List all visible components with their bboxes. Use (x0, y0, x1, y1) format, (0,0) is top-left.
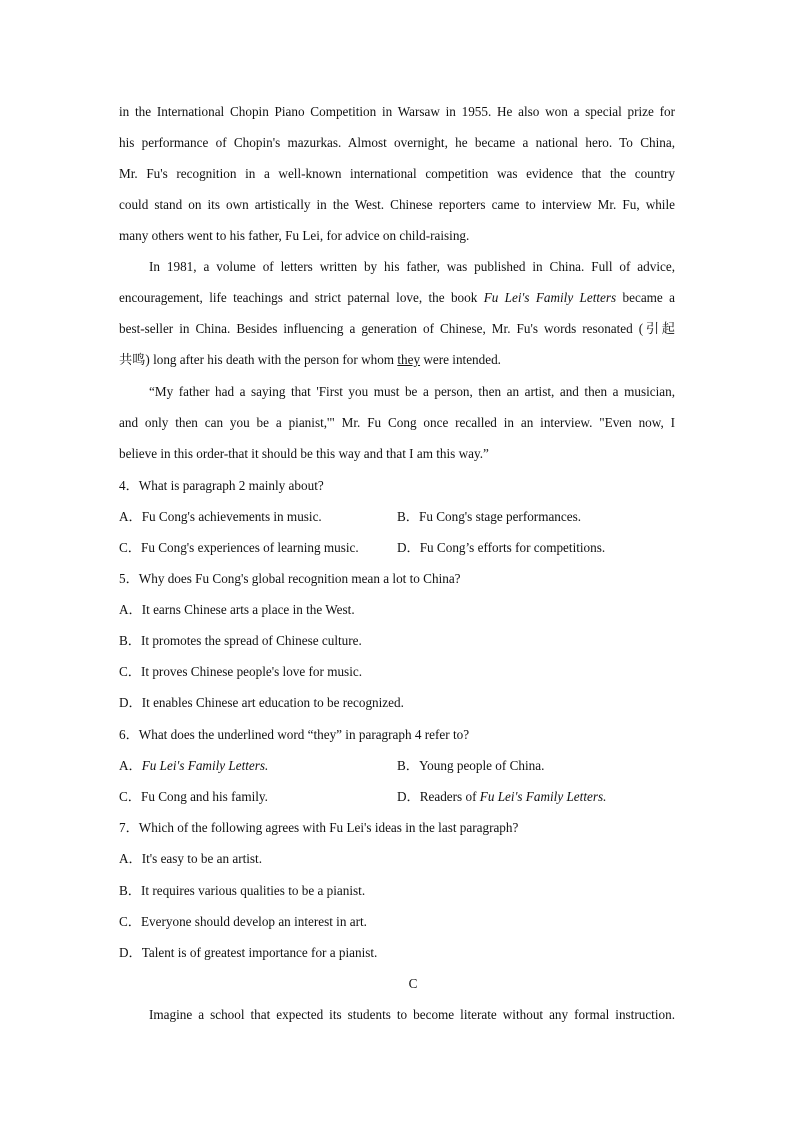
passage-line: many others went to his father, Fu Lei, for advice on child-raising. (119, 228, 470, 243)
passage-text: 共鸣) long after his death with the person for whom (119, 352, 398, 367)
book-title-italic: Fu Lei's Family Letters. (479, 789, 607, 804)
question-stem: 5．Why does Fu Cong's global recognition mean a lot to China? (119, 571, 461, 586)
option-c: C．Fu Cong's experiences of learning music. (119, 540, 359, 555)
option-d: D．Fu Cong’s efforts for competitions. (397, 540, 606, 555)
passage-line: believe in this order-that it should be this way and that I am this way.” (119, 446, 489, 461)
passage-line: Mr. Fu's recognition in a well-known international competition was evidence that the country (119, 166, 675, 181)
book-title-italic: Fu Lei's Family Letters (483, 290, 617, 305)
option-c: C．Fu Cong and his family. (119, 789, 268, 804)
passage-text: became a (616, 290, 675, 305)
underlined-word-they: they (397, 352, 421, 367)
option-c: C．Everyone should develop an interest in art. (119, 914, 367, 929)
option-b: B．It promotes the spread of Chinese culture. (119, 633, 362, 648)
option-label: D．Readers of (397, 789, 480, 804)
passage-text: encouragement, life teachings and strict paternal love, the book (119, 290, 484, 305)
passage-line: could stand on its own artistically in the West. Chinese reporters came to interview Mr. Fu, while (119, 197, 675, 212)
passage-line: his performance of Chopin's mazurkas. Almost overnight, he became a national hero. To China, (119, 135, 675, 150)
option-label: A． (119, 758, 142, 773)
option-d: D．Talent is of greatest importance for a pianist. (119, 945, 378, 960)
passage-line: In 1981, a volume of letters written by his father, was published in China. Full of advice, (149, 259, 675, 274)
question-stem: 7．Which of the following agrees with Fu Lei's ideas in the last paragraph? (119, 820, 519, 835)
option-a: A．Fu Cong's achievements in music. (119, 509, 322, 524)
option-c: C．It proves Chinese people's love for music. (119, 664, 363, 679)
passage-line: best-seller in China. Besides influencing a generation of Chinese, Mr. Fu's words resonated (引起 (119, 321, 675, 336)
passage-line: and only then can you be a pianist,'" Mr. Fu Cong once recalled in an interview. "Even now, I (119, 415, 675, 430)
passage-line: in the International Chopin Piano Competition in Warsaw in 1955. He also won a special prize for (119, 104, 675, 119)
option-d: D．It enables Chinese art education to be recognized. (119, 695, 404, 710)
passage-line (119, 351, 675, 369)
option-b: B．Fu Cong's stage performances. (397, 509, 582, 524)
option-b: B．It requires various qualities to be a pianist. (119, 883, 366, 898)
passage-line (119, 289, 675, 307)
section-heading: C (408, 976, 418, 991)
book-title-italic: Fu Lei's Family Letters. (141, 758, 269, 773)
passage-line: “My father had a saying that 'First you must be a person, then an artist, and then a musician, (149, 384, 675, 399)
option-a: A．It's easy to be an artist. (119, 851, 263, 866)
question-stem: 4．What is paragraph 2 mainly about? (119, 478, 324, 493)
question-stem: 6．What does the underlined word “they” in paragraph 4 refer to? (119, 727, 470, 742)
option-b: B．Young people of China. (397, 758, 545, 773)
option-d (397, 788, 606, 806)
option-a: A．It earns Chinese arts a place in the West. (119, 602, 355, 617)
passage-line: Imagine a school that expected its students to become literate without any formal instruction. (149, 1007, 675, 1022)
passage-text: were intended. (420, 352, 501, 367)
